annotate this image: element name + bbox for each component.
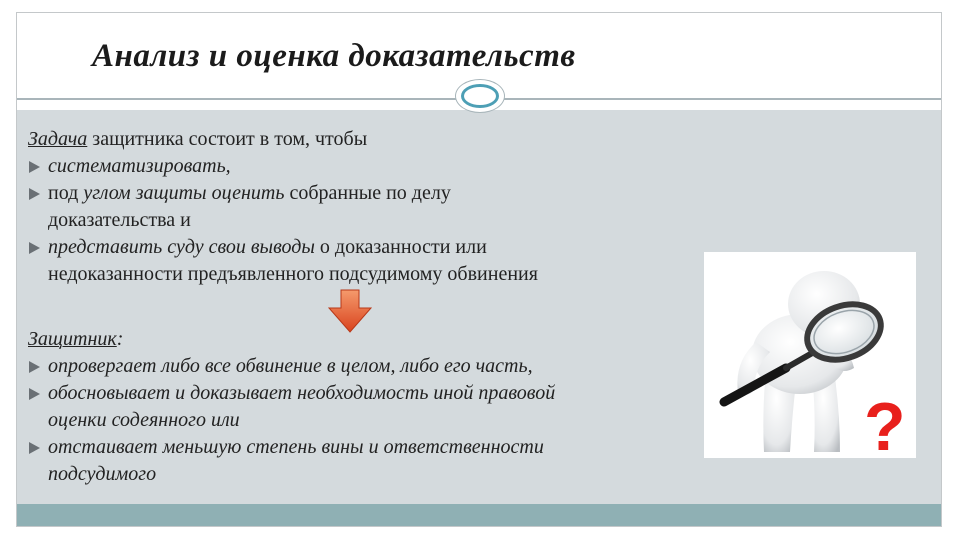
bullet-arrow-icon xyxy=(29,442,40,454)
list-item-text: обосновывает и доказывает необходимость иной правовой xyxy=(48,382,556,404)
list-item-text: под xyxy=(48,182,84,204)
bullet-arrow-icon xyxy=(29,361,40,373)
task-block xyxy=(28,126,718,288)
bullet-arrow-icon xyxy=(29,161,40,173)
question-mark: ? xyxy=(864,389,906,458)
list-item-text: о доказанности или xyxy=(314,236,487,258)
bullet-arrow-icon xyxy=(29,188,40,200)
list-item-text: опровергает либо все обвинение в целом, либо его часть, xyxy=(48,355,533,377)
ring-icon xyxy=(461,84,499,108)
list-item-italic: систематизировать, xyxy=(48,155,231,177)
task-intro-text: защитника состоит в том, чтобы xyxy=(87,128,368,150)
list-item xyxy=(28,234,718,261)
defender-heading: Защитник xyxy=(28,328,117,350)
list-item-continuation: недоказанности предъявленного подсудимому обвинения xyxy=(48,263,538,285)
slide-title: Анализ и оценка доказательств xyxy=(92,38,576,74)
defender-block xyxy=(28,326,718,488)
list-item xyxy=(28,180,718,207)
list-item xyxy=(28,353,718,380)
list-item-text: собранные по делу xyxy=(284,182,451,204)
defender-heading-colon: : xyxy=(116,328,124,350)
task-intro-line xyxy=(28,126,718,153)
circle-ornament xyxy=(455,79,505,113)
list-item-text: отстаивает меньшую степень вины и ответственности xyxy=(48,436,544,458)
task-heading: Задача xyxy=(28,128,88,150)
footer-band xyxy=(17,504,941,526)
list-item-continuation: подсудимого xyxy=(48,463,157,485)
list-item xyxy=(28,434,718,461)
list-item xyxy=(28,153,718,180)
magnifier-figure-illustration xyxy=(704,252,916,458)
defender-heading-line xyxy=(28,326,718,353)
list-item-continuation: доказательства и xyxy=(48,209,191,231)
list-item xyxy=(28,380,718,407)
list-item-italic: представить суду свои выводы xyxy=(48,236,315,258)
list-item-italic: углом защиты оценить xyxy=(83,182,285,204)
bullet-arrow-icon xyxy=(29,388,40,400)
bullet-arrow-icon xyxy=(29,242,40,254)
list-item-continuation: оценки содеянного или xyxy=(48,409,240,431)
